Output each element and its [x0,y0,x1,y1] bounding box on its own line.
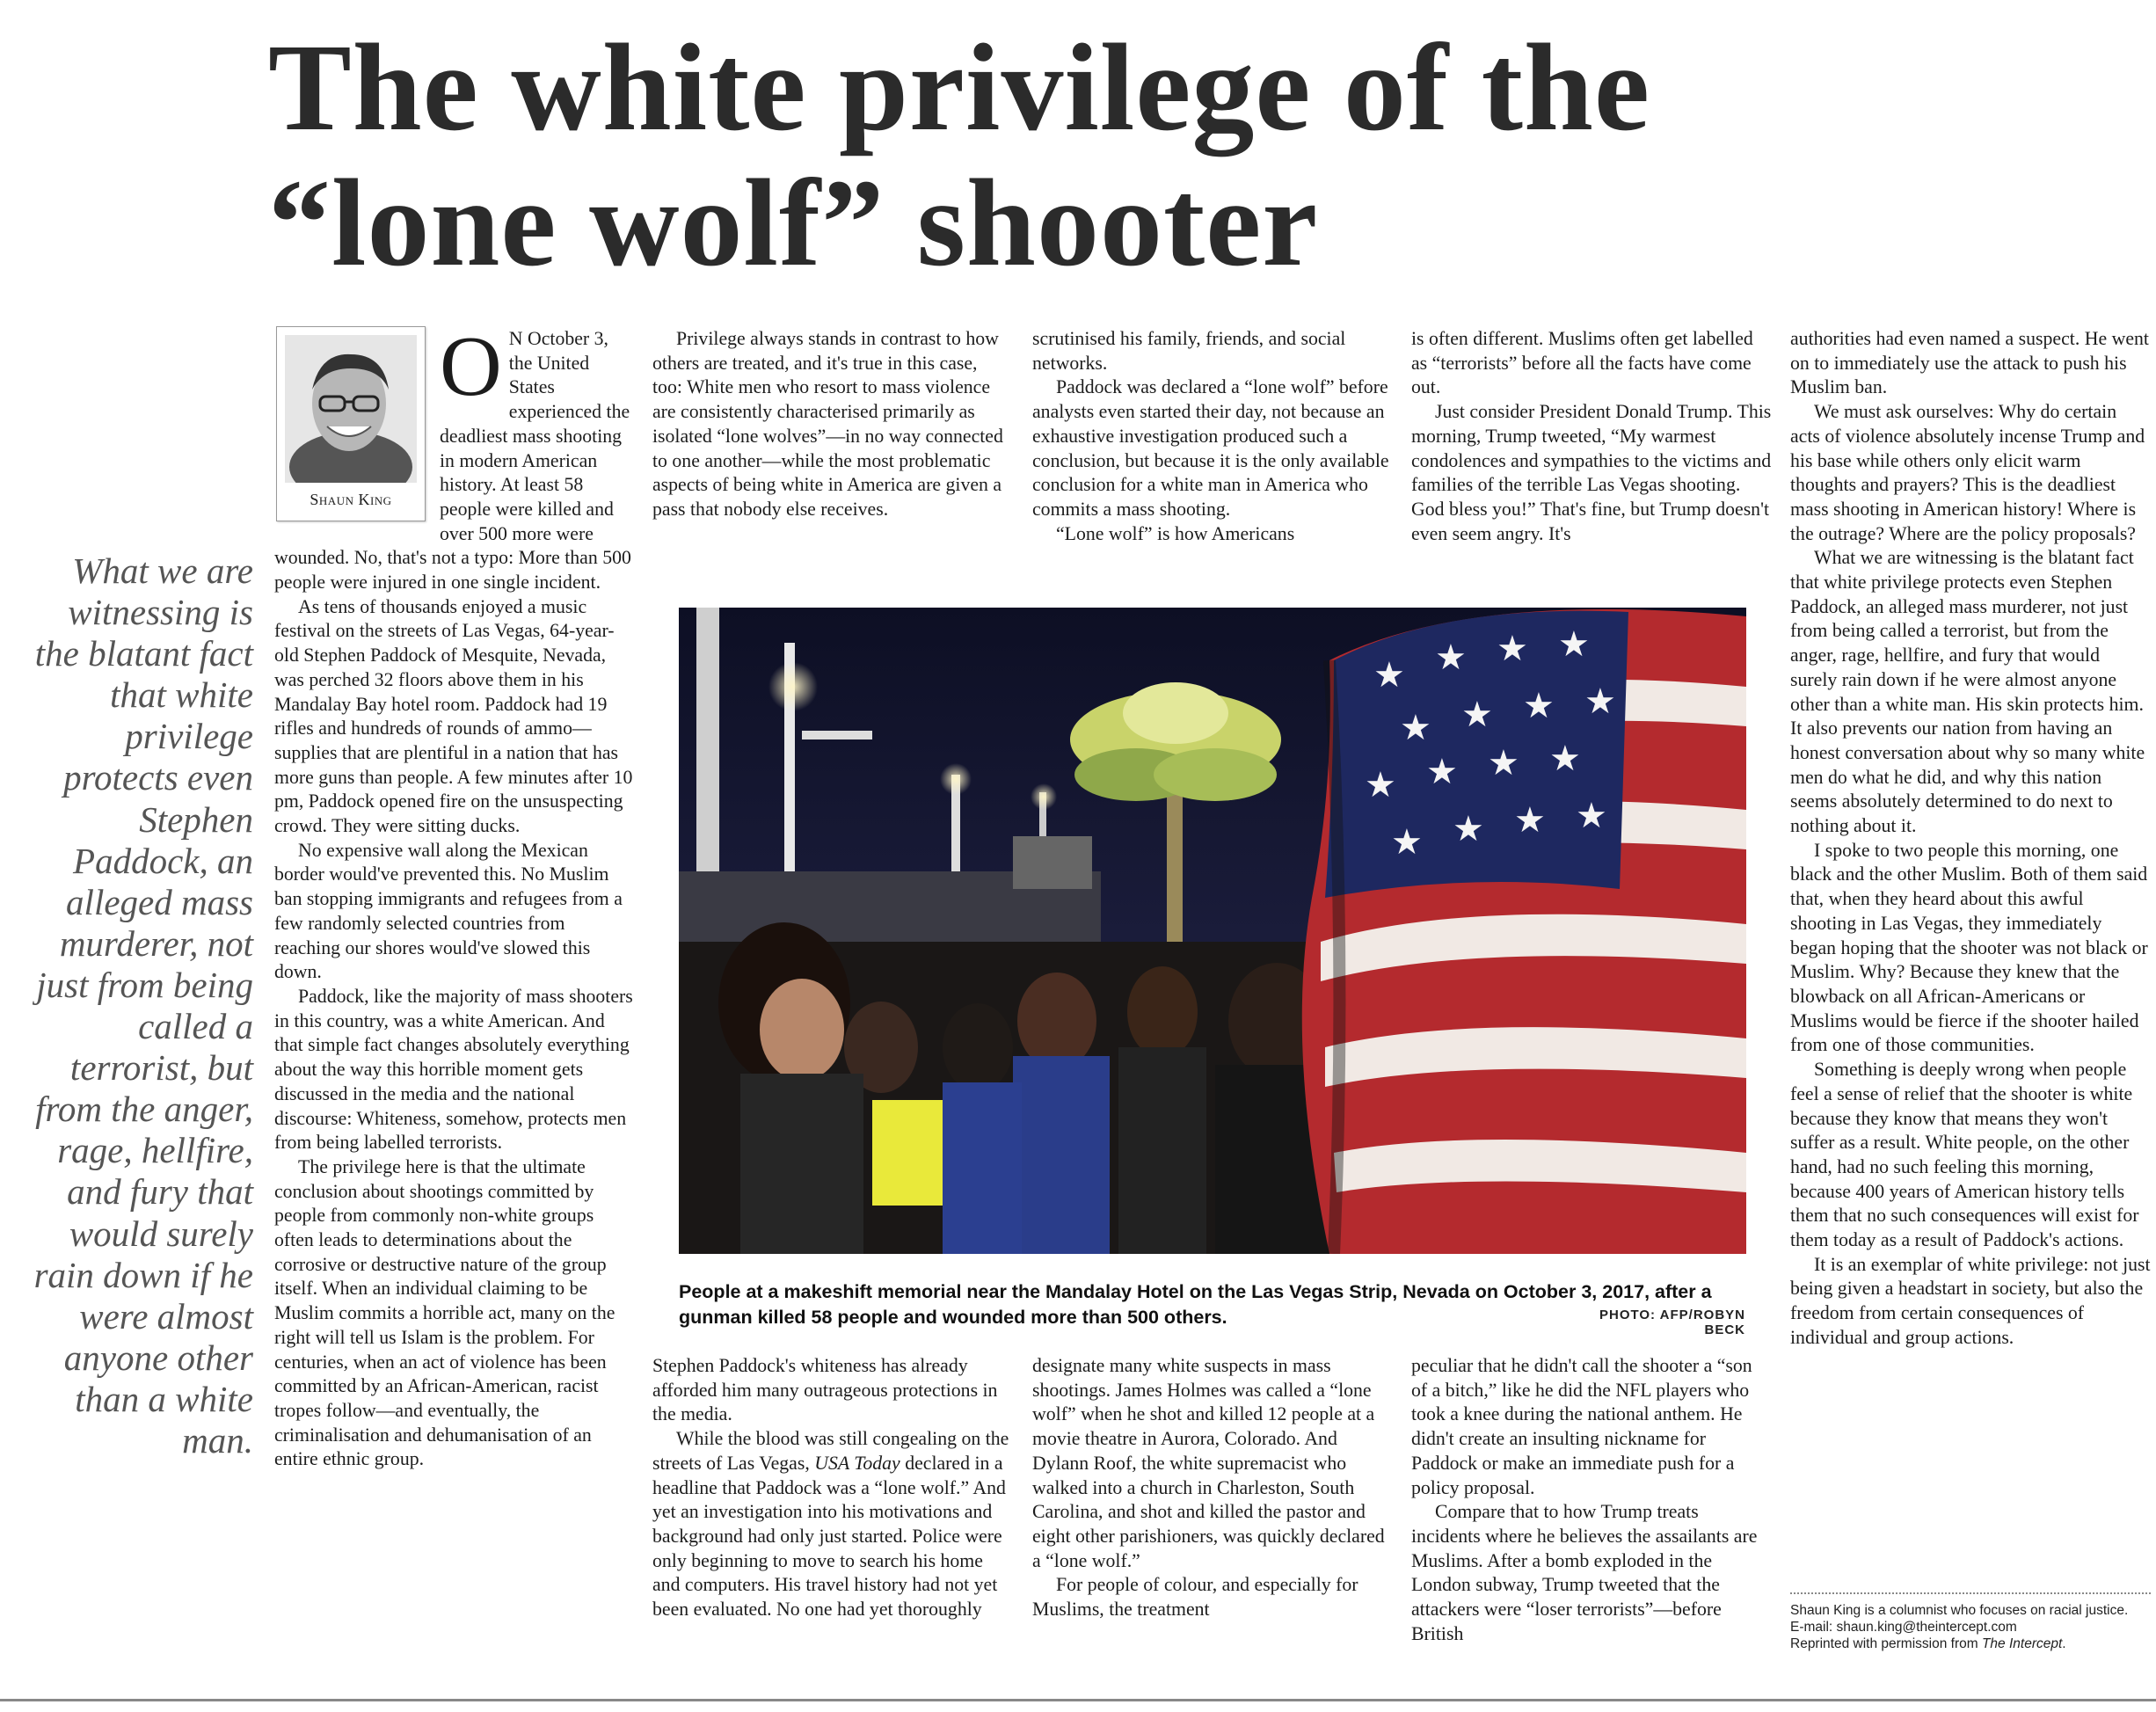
pull-quote-line: alleged mass [66,881,253,922]
pull-quote-line: witnessing is [68,592,253,633]
paragraph-text: N October 3, the United States experienced the deadliest mass shooting in modern American history. At least 58 people were killed and over 500 more were wounded. No, that's not a typo: More than 500 people were injured in one single incident. [274,328,631,594]
pull-quote-line: protects even [63,757,253,798]
article-paragraph: authorities had even named a suspect. He went on to immediately use the attack to push his Muslim ban. [1790,328,2149,398]
bio-divider [1790,1592,2151,1594]
pull-quote-line: What we are [72,550,253,591]
byline-name: Shaun King [310,491,392,508]
article-column-4-top [1411,327,1772,546]
article-paragraph: scrutinised his family, friends, and social networks. [1032,328,1346,374]
article-paragraph: It is an exemplar of white privilege: not just being given a headstart in society, but also the freedom from certain consequences of individual and group actions. [1790,1253,2151,1348]
pull-quote-line: and fury that [67,1171,253,1213]
svg-text:★: ★ [1558,624,1590,664]
page-bottom-rule [0,1699,2156,1701]
article-paragraph: Stephen Paddock's whiteness has already afforded him many outrageous protections in the media. [652,1355,998,1425]
article-paragraph: We must ask ourselves: Why do certain acts of violence absolutely incense Trump and his base while others only elicit warm thoughts and prayers? This is the deadliest mass shooting in American history! Where is the outrage? Where are the policy proposals? [1790,401,2145,544]
article-paragraph: The privilege here is that the ultimate conclusion about shootings committed by people from commonly non-white groups often leads to determinations about the corrosive or destructive nature of the group itself. When an individual claiming to be Muslim commits a horrible act, many on the right will tell us Islam is the problem. For centuries, when an act of violence has been committed by an African-American, racist tropes follow—and eventually, the criminalisation and dehumanisation of an entire ethnic group. [274,1155,615,1470]
pull-quote-line: terrorist, but [69,1047,253,1089]
article-column-3-bottom [1032,1354,1393,1622]
publication-name: USA Today [814,1452,900,1474]
svg-text:★: ★ [1400,708,1431,747]
pull-quote [0,550,253,1461]
article-paragraph: “Lone wolf” is how Americans [1056,522,1295,544]
svg-text:★: ★ [1373,655,1405,695]
headline-line-2: “lone wolf” shooter [268,153,1319,292]
article-paragraph: Something is deeply wrong when people feel a sense of relief that the shooter is white because they know that means they won't suffer as a result. White people, on the other hand, had no such feeling this morning, because 400 years of American history tells them that no such consequences will exist for them today as a result of Paddock's actions. [1790,1059,2139,1251]
svg-text:★: ★ [1514,800,1546,840]
article-column-1 [274,319,635,1472]
article-column-5 [1790,327,2151,1351]
pull-quote-line: murderer, not [59,922,253,964]
article-paragraph [652,1427,1013,1622]
svg-text:★: ★ [1435,637,1467,677]
pull-quote-line: privilege [125,716,253,757]
bio-text: . [2062,1636,2066,1651]
paragraph-text: While the blood was still congealing on the streets of Las Vegas, [652,1428,1009,1474]
caption-text: People at a makeshift memorial near the Mandalay Hotel on the Las Vegas Strip, Nevada on October 3, 2017, after a gunman killed 58 people and wounded more than 500 others. [679,1281,1712,1328]
pull-quote-line: Paddock, an [73,840,253,881]
pull-quote-line: from the anger, [35,1089,253,1130]
svg-text:★: ★ [1426,752,1458,791]
article-paragraph: Just consider President Donald Trump. This morning, Trump tweeted, “My warmest condolences and sympathies to the victims and families of the terrible Las Vegas shooting. God bless you!” That's fine, but Trump doesn't even seem angry. It's [1411,401,1772,544]
pull-quote-line: would surely [69,1213,253,1254]
article-paragraph: Compare that to how Trump treats incidents where he believes the assailants are Muslims. After a bomb exploded in the London subway, Trump tweeted that the attackers were “loser terrorists”—before British [1411,1501,1758,1644]
article-paragraph: No expensive wall along the Mexican border would've prevented this. No Muslim ban stopping immigrants and refugees from a few randomly selected countries from reaching our shores would've slowed this down. [274,839,623,983]
article-paragraph: Paddock was declared a “lone wolf” before analysts even started their day, not because an exhaustive investigation produced such a conclusion, but because it is the only available conclusion for a white man in America who commits a mass shooting. [1032,376,1389,520]
pull-quote-line: than a white [75,1378,253,1419]
svg-text:★: ★ [1584,681,1616,721]
bio-line [1790,1636,2151,1652]
pull-quote-line: rage, hellfire, [57,1130,253,1171]
svg-text:★: ★ [1488,743,1519,783]
pull-quote-line: were almost [79,1295,253,1337]
svg-text:★: ★ [1391,822,1423,862]
publication-name: The Intercept [1981,1636,2063,1651]
article-paragraph: For people of colour, and especially for Muslims, the treatment [1032,1574,1358,1621]
pull-quote-line: man. [182,1419,253,1461]
paragraph-text: declared in a headline that Paddock was a “lone wolf.” And yet an investigation into his motivations and background had only just started. Police were only beginning to move to search his home and computers. His travel history had not yet been evaluated. No one had yet thoroughly [652,1452,1006,1621]
article-paragraph: I spoke to two people this morning, one black and the other Muslim. Both of them said that, when they heard about this awful shooting in Las Vegas, they immediately began hoping that the shooter was not black or Muslim. Why? Because they knew that the blowback on all African-Americans or Muslims would be fierce if the shooter hailed from one of those communities. [1790,839,2148,1056]
pull-quote-line: Stephen [139,798,253,840]
svg-text:★: ★ [1461,695,1493,734]
bio-email: E-mail: shaun.king@theintercept.com [1790,1620,2017,1635]
svg-text:★: ★ [1549,739,1581,778]
article-paragraph: As tens of thousands enjoyed a music festival on the streets of Las Vegas, 64-year-old Stephen Paddock of Mesquite, Nevada, was perched 32 floors above them in his Mandalay Bay hotel room. Paddock had 19 rifles and hundreds of rounds of ammo—supplies that are plentiful in a nation that has more guns than people. A few minutes after 10 pm, Paddock opened fire on the unsuspecting crowd. They were sitting ducks. [274,595,633,837]
photo-credit: PHOTO: AFP/ROBYN BECK [1599,1308,1745,1337]
pull-quote-line: the blatant fact [34,633,253,674]
article-paragraph: Privilege always stands in contrast to how others are treated, and it's true in this case, too: White men who resort to mass violence are consistently characterised primarily as isolated “lone wolves”—in no way connected to one another—while the most problematic aspects of being white in America are given a pass that nobody else receives. [652,328,1003,520]
headline-line-1: The white privilege of the [268,18,1650,157]
pull-quote-line: that white [110,674,253,716]
photo-spacer [274,327,440,543]
article-column-2-top [652,327,1004,522]
memorial-photo [679,608,1746,1254]
svg-text:★: ★ [1365,765,1396,805]
article-paragraph: peculiar that he didn't call the shooter a “son of a bitch,” like he did the NFL players who took a knee during the national anthem. He didn't create an insulting nickname for Paddock or make an immediate push for a policy proposal. [1411,1355,1752,1498]
bio-line: Shaun King is a columnist who focuses on racial justice. [1790,1603,2129,1618]
bio-text: Reprinted with permission from [1790,1636,1982,1651]
headline [268,19,2027,290]
drop-cap: O [440,319,502,414]
svg-text:★: ★ [1523,686,1555,725]
svg-text:★: ★ [1497,629,1528,668]
pull-quote-line: called a [138,1006,253,1047]
article-column-4-bottom [1411,1354,1772,1646]
svg-text:★: ★ [1453,809,1484,849]
author-bio [1790,1602,2151,1652]
pull-quote-line: rain down if he [33,1254,253,1295]
article-paragraph: Paddock, like the majority of mass shooters in this country, was a white American. And that simple fact changes absolutely everything about the way this horrible moment gets discussed in the media and the national discourse: Whiteness, somehow, protects men from being labelled terrorists. [274,985,633,1154]
article-column-3-top [1032,327,1393,546]
article-column-2-bottom [652,1354,1013,1622]
svg-text:★: ★ [1576,796,1607,835]
article-paragraph: designate many white suspects in mass shootings. James Holmes was called a “lone wolf” when he shot and killed 12 people at a movie theatre in Aurora, Colorado. And Dylann Roof, the white supremacist who walked into a church in Charleston, South Carolina, and shot and killed the pastor and eight other parishioners, was quickly declared a “lone wolf.” [1032,1355,1385,1571]
pull-quote-line: anyone other [63,1337,253,1378]
american-flag [1302,609,1746,1254]
pull-quote-line: just from being [36,964,253,1005]
article-paragraph: What we are witnessing is the blatant fact that white privilege protects even Stephen Paddock, an alleged mass murderer, not just from being called a terrorist, but from the anger, rage, hellfire, and fury that would surely rain down if he were almost anyone other than a white man. His skin protects him. It also prevents our nation from having an honest conversation about why so many white men do what he did, and why this nation seems absolutely determined to do next to nothing about it. [1790,547,2145,837]
article-paragraph: is often different. Muslims often get labelled as “terrorists” before all the facts have come out. [1411,328,1753,398]
